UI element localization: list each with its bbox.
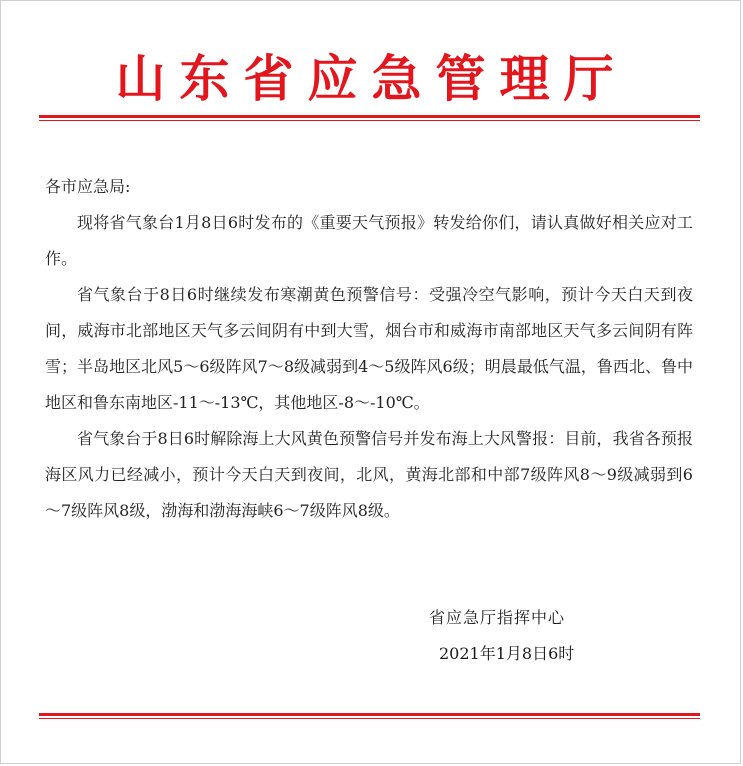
letter-paragraph-1: 现将省气象台1月8日6时发布的《重要天气预报》转发给你们，请认真做好相关应对工作。 xyxy=(45,213,693,268)
letter-body xyxy=(45,169,693,529)
signature-organization: 省应急厅指挥中心 xyxy=(429,608,566,627)
letter-paragraph-3: 省气象台于8日6时解除海上大风黄色预警信号并发布海上大风警报：目前，我省各预报海区风力已经减小，预计今天白天到夜间，北风，黄海北部和中部7级阵风8～9级减弱到6～7级阵风8级，渤海和渤海海峡6～7级阵风8级。 xyxy=(45,429,693,520)
footer-divider-thin xyxy=(39,718,700,719)
document-header-title: 山东省应急管理厅 xyxy=(115,49,628,108)
footer-divider xyxy=(39,713,700,719)
header-divider-thin xyxy=(39,120,700,121)
letter-paragraph-2: 省气象台于8日6时继续发布寒潮黄色预警信号：受强冷空气影响，预计今天白天到夜间，威海市北部地区天气多云间阴有中到大雪，烟台市和威海市南部地区天气多云间阴有阵雪；半岛地区北风5～6级阵风7～8级减弱到4～5级阵风6级；明晨最低气温，鲁西北、鲁中地区和鲁东南地区-11～-13℃，其他地区-8～-10℃。 xyxy=(45,285,693,412)
header-divider xyxy=(39,115,700,121)
signature-date: 2021年1月8日6时 xyxy=(439,644,575,663)
letter-salutation: 各市应急局: xyxy=(45,177,131,196)
